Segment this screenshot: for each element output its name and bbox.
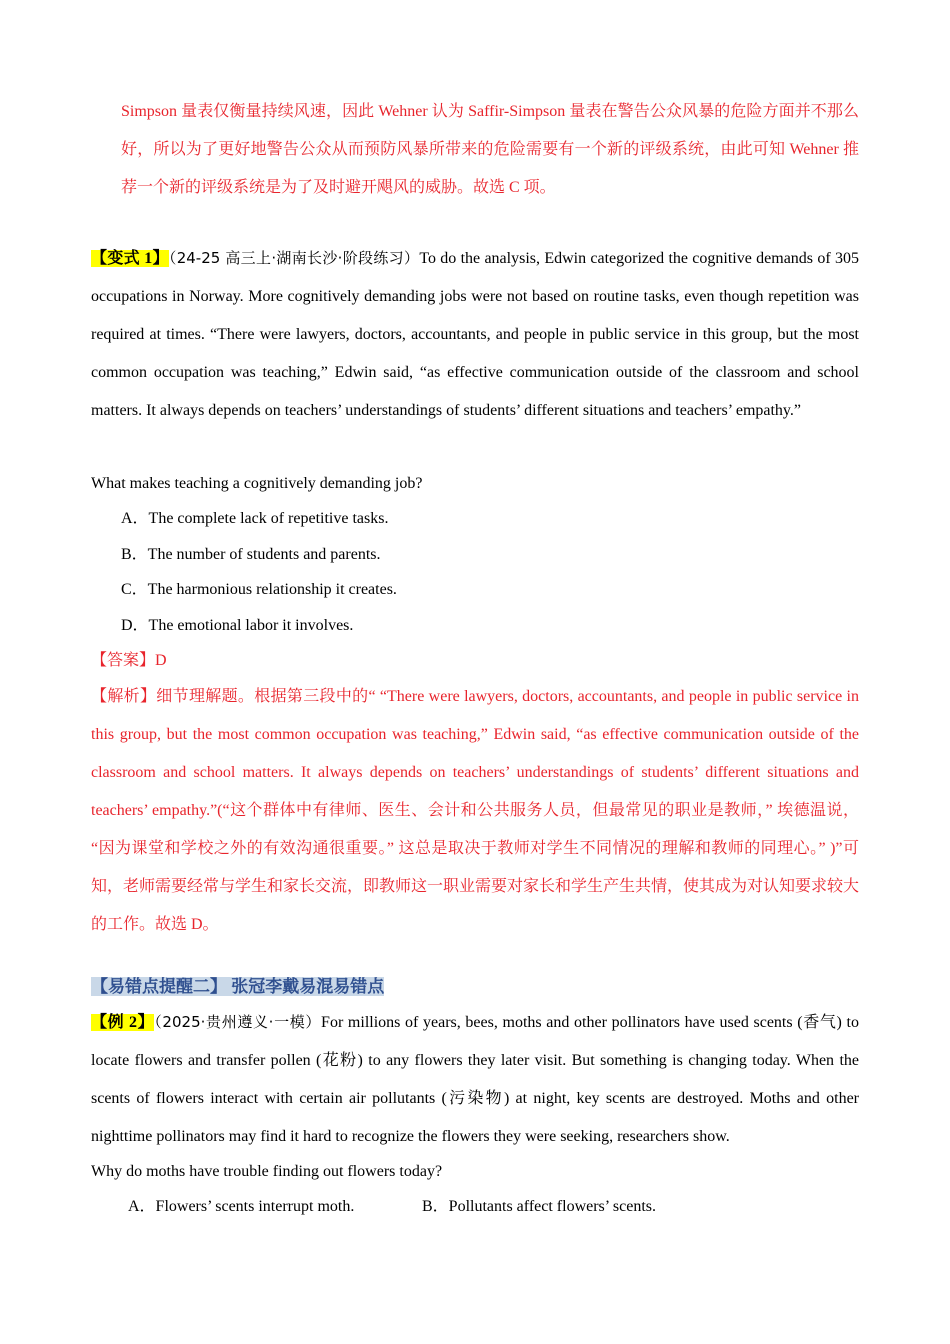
variant1-option-a: A．The complete lack of repetitive tasks. bbox=[121, 510, 389, 527]
example2-option-b: B．Pollutants affect flowers’ scents. bbox=[422, 1198, 657, 1215]
variant1-analysis bbox=[91, 678, 859, 944]
variant1-option-c: C．The harmonious relationship it creates. bbox=[121, 581, 397, 598]
previous-analysis-text: Simpson 量表仅衡量持续风速，因此 Wehner 认为 Saffir-Simpson 量表在警告公众风暴的危险方面并不那么好，所以为了更好地警告公众从而预防风暴所带来的危险需要有一个新的评级系统，由此可知 Wehner 推荐一个新的评级系统是为了及时避开飓风的威胁。故选 C 项。 bbox=[121, 103, 859, 196]
example2-tag: 【例 2】 bbox=[91, 1014, 155, 1031]
variant1-tag: 【变式 1】 bbox=[91, 250, 169, 267]
answer-value: D bbox=[155, 652, 167, 669]
variant1-passage-text: To do the analysis, Edwin categorized the cognitive demands of 305 occupations in Norway. More cognitively demanding jobs were not based on routine tasks, even though repetition was required at times. “There were lawyers, doctors, accountants, and people in public service in this group, but the most common occupation was teaching,” Edwin said, “as effective communication outside of the classroom and school matters. It always depends on teachers’ understandings of students’ different situations and teachers’ empathy.” bbox=[91, 250, 859, 419]
section2-heading-text: 【易错点提醒二】 张冠李戴易混易错点 bbox=[91, 977, 385, 996]
example2-source: （2025·贵州遵义·一模） bbox=[154, 1013, 322, 1031]
section2-heading bbox=[91, 977, 384, 997]
answer-label: 【答案】 bbox=[91, 652, 156, 669]
example2-passage bbox=[91, 1003, 859, 1156]
variant1-option-b: B．The number of students and parents. bbox=[121, 546, 381, 563]
example2-option-a: A．Flowers’ scents interrupt moth. bbox=[128, 1198, 355, 1215]
variant1-option-d: D．The emotional labor it involves. bbox=[121, 617, 354, 634]
analysis-label: 【解析】 bbox=[91, 688, 157, 705]
variant1-question: What makes teaching a cognitively demanding job? bbox=[91, 475, 423, 492]
variant1-source: （24-25 高三上·湖南长沙·阶段练习） bbox=[168, 249, 420, 267]
variant1-passage bbox=[91, 239, 859, 430]
analysis-text: 细节理解题。根据第三段中的“ “There were lawyers, doctors, accountants, and people in public service in this group, but the most common occupation was teaching,” Edwin said, “as effective communication outside of the classroom and school matters. It always depends on teachers’ understandings of students’ different situations and teachers’ empathy.”(“这个群体中有律师、医生、会计和公共服务人员，但最常见的职业是教师，” 埃德温说， “因为课堂和学校之外的有效沟通很重要。” 这总是取决于教师对学生不同情况的理解和教师的同理心。” )”可知，老师需要经常与学生和家长交流，即教师这一职业需要对家长和学生产生共情，使其成为对认知要求较大的工作。故选 D。 bbox=[91, 688, 860, 933]
variant1-answer bbox=[91, 651, 167, 671]
example2-question: Why do moths have trouble finding out flowers today? bbox=[91, 1163, 443, 1180]
example2-passage-text: For millions of years, bees, moths and other pollinators have used scents (香气) to locate flowers and transfer pollen (花粉) to any flowers they later visit. But something is changing today. When the scents of flowers interact with certain air pollutants (污染物) at night, key scents are destroyed. Moths and other nighttime pollinators may find it hard to recognize the flowers they were seeking, researchers show. bbox=[91, 1014, 859, 1145]
